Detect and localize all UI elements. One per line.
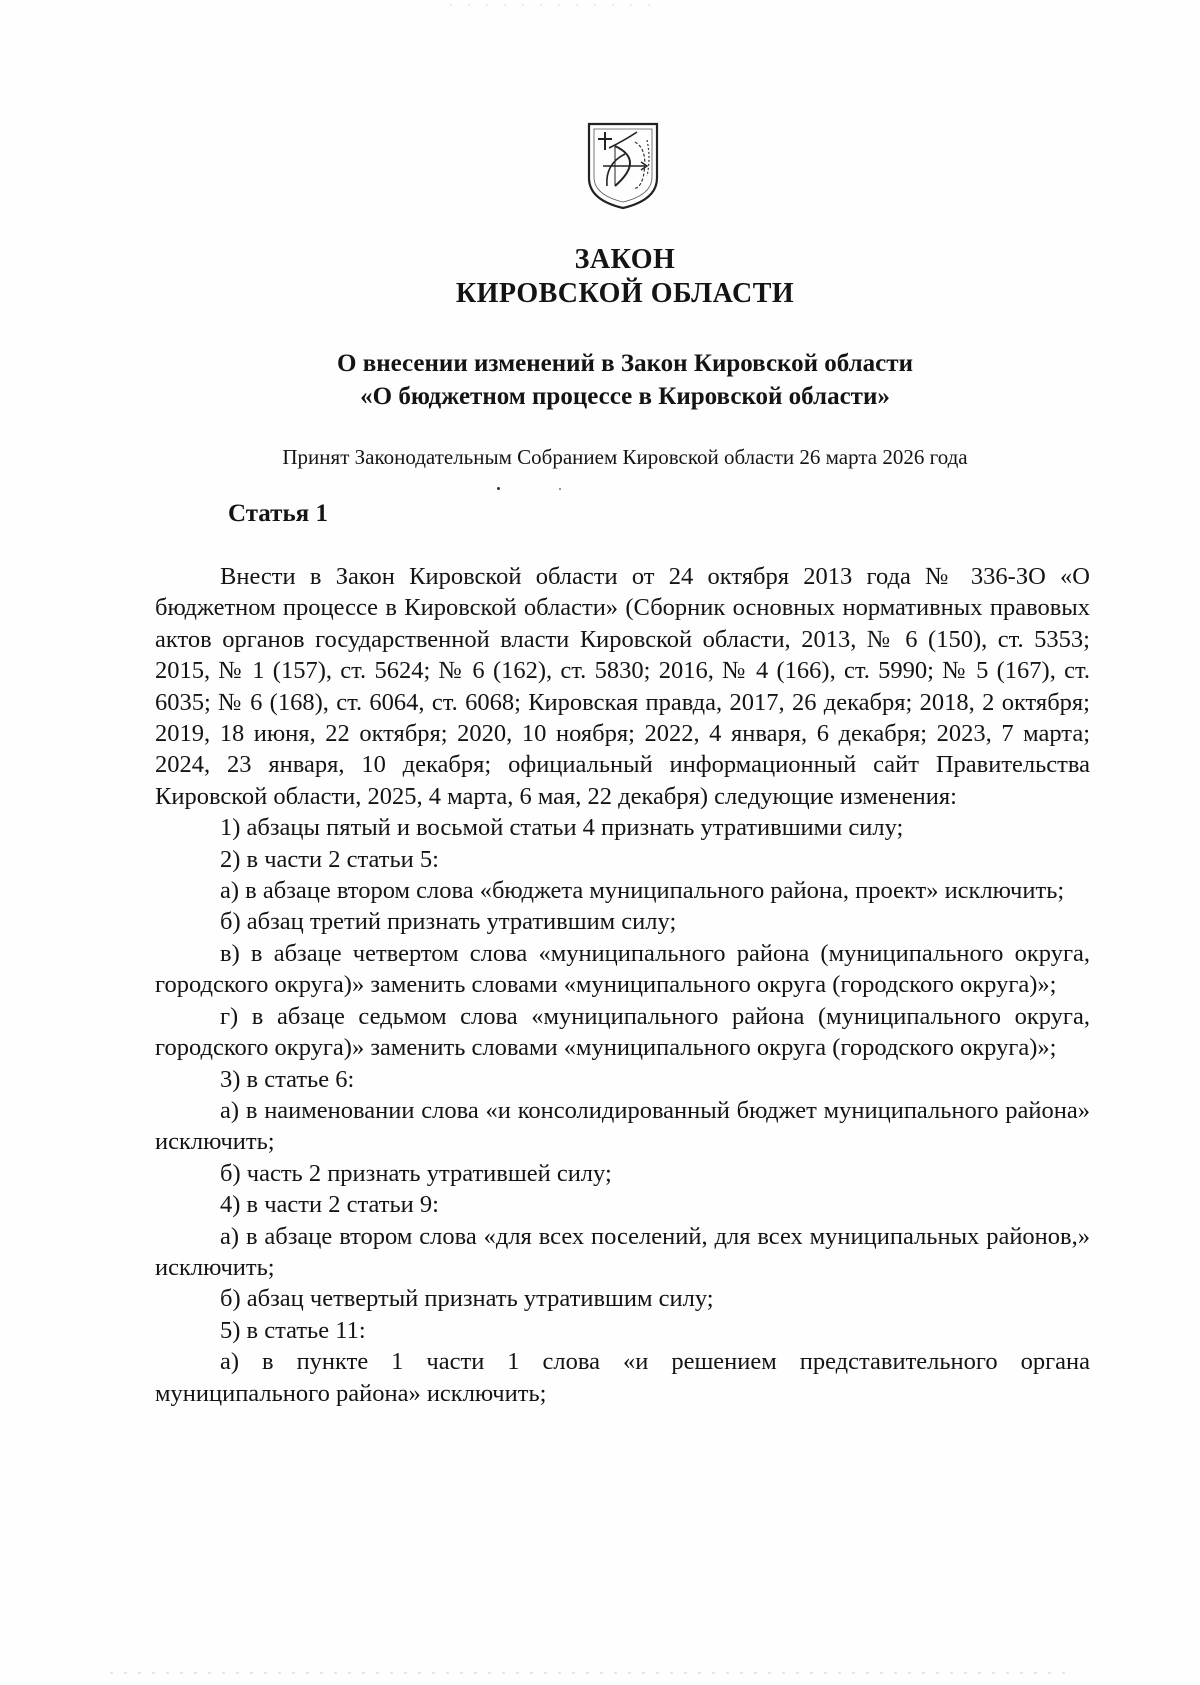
article-subitem: а) в пункте 1 части 1 слова «и решением представительного органа муниципального района» исключить; <box>155 1348 1090 1407</box>
article-body <box>155 561 1090 1409</box>
article-subitem: в) в абзаце четвертом слова «муниципального района (муниципального округа, городского округа)» заменить словами «муниципального округа (городского округа)»; <box>155 939 1090 999</box>
scan-artifact <box>559 488 561 490</box>
document-title-line-2: КИРОВСКОЙ ОБЛАСТИ <box>455 278 795 309</box>
article-item: 4) в части 2 статьи 9: <box>220 1191 439 1219</box>
article-heading: Статья 1 <box>228 500 328 527</box>
law-subject-line-2: «О бюджетном процессе в Кировской области» <box>360 383 890 410</box>
article-subitem: г) в абзаце седьмом слова «муниципального района (муниципального округа, городского округа)» заменить словами «муниципального округа (городского округа)»; <box>155 1002 1090 1062</box>
article-item: 1) абзацы пятый и восьмой статьи 4 признать утратившими силу; <box>220 814 904 842</box>
scan-artifact <box>450 4 650 6</box>
article-subitem: б) абзац четвертый признать утратившим силу; <box>220 1285 714 1313</box>
article-subitem: а) в абзаце втором слова «для всех поселений, для всех муниципальных районов,» исключить; <box>155 1222 1090 1281</box>
article-subitem: б) абзац третий признать утратившим силу; <box>220 908 677 936</box>
article-subitem: б) часть 2 признать утратившей силу; <box>220 1159 612 1187</box>
document-title-line-1: ЗАКОН <box>574 244 676 275</box>
kirov-oblast-coat-of-arms-icon <box>585 120 661 210</box>
article-subitem: а) в наименовании слова «и консолидированный бюджет муниципального района» исключить; <box>155 1096 1090 1156</box>
article-subitem: а) в абзаце втором слова «бюджета муниципального района, проект» исключить; <box>220 877 1065 905</box>
article-item: 3) в статье 6: <box>220 1065 355 1093</box>
adoption-statement: Принят Законодательным Собранием Кировской области 26 марта 2026 года <box>282 445 968 469</box>
scan-artifact <box>497 487 500 490</box>
article-paragraph-intro: Внести в Закон Кировской области от 24 октября 2013 года № 336-ЗО «О бюджетном процессе в Кировской области» (Сборник основных нормативных правовых актов органов государственной власти Кировской области, 2013, № 6 (150), ст. 5353; 2015, № 1 (157), ст. 5624; № 6 (162), ст. 5830; 2016, № 4 (166), ст. 5990; № 5 (167), ст. 6035; № 6 (168), ст. 6064, ст. 6068; Кировская правда, 2017, 26 декабря; 2018, 2 октября; 2019, 18 июня, 22 октября; 2020, 10 ноября; 2022, 4 января, 6 декабря; 2023, 7 марта; 2024, 23 января, 10 декабря; официальный информационный сайт Правительства Кировской области, 2025, 4 марта, 6 мая, 22 декабря) следующие изменения: <box>155 563 1090 810</box>
article-item: 5) в статье 11: <box>220 1316 366 1344</box>
article-item: 2) в части 2 статьи 5: <box>220 845 439 873</box>
scan-artifact <box>110 1672 1070 1674</box>
law-subject-line-1: О внесении изменений в Закон Кировской области <box>337 350 913 377</box>
